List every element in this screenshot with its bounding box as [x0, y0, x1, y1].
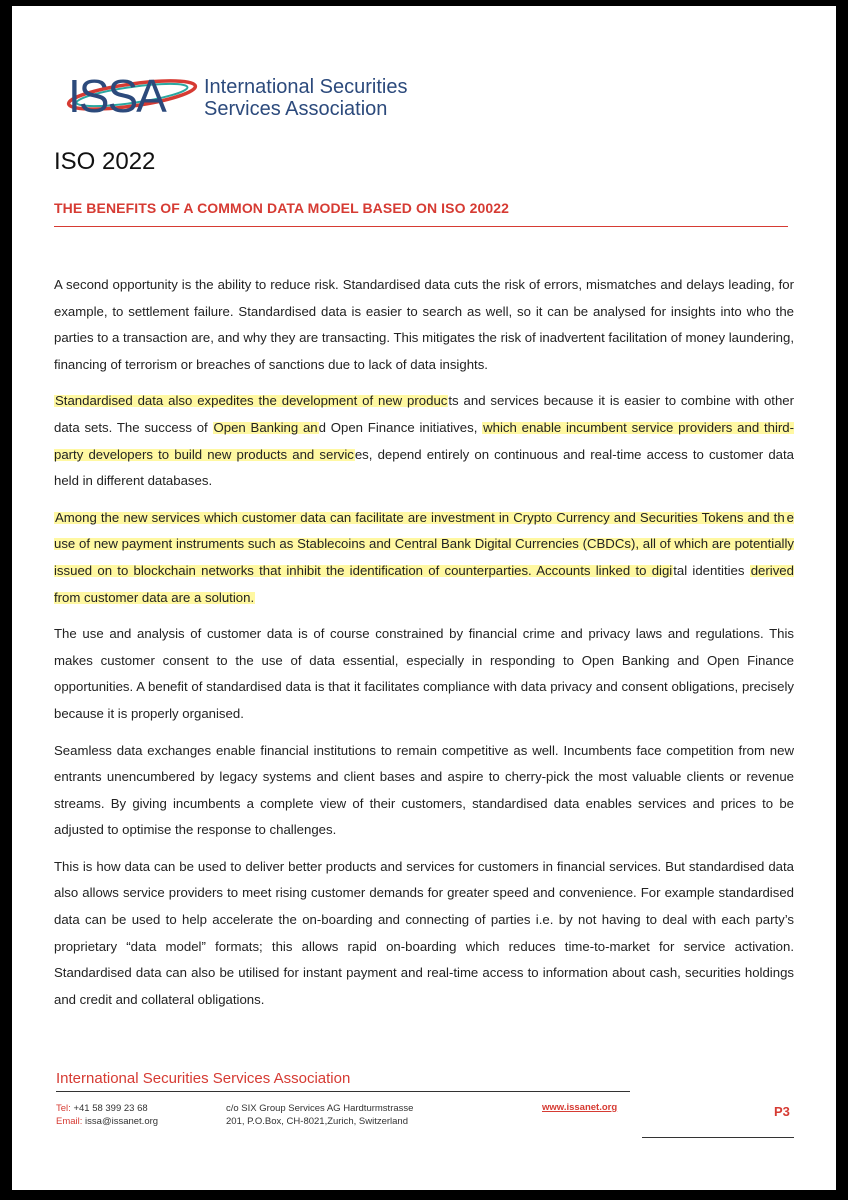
highlight: derived from customer data are a solution. — [54, 562, 794, 605]
paragraph-4: The use and analysis of customer data is of course constrained by financial crime and privacy laws and regulations. This makes customer consent to the use of data essential, especially in responding to Open Banking and Open Finance opportunities. A benefit of standardised data is that it facilitates compliance with data privacy and consent obligations, precisely because it is properly organised. — [54, 626, 794, 721]
document-title: ISO 2022 — [54, 148, 156, 175]
text-run: es, depend entirely on continuous and real-time access to customer data held in different databases. — [54, 446, 794, 489]
highlight: which enable incumbent service providers and third-party developers to build new products and servic — [54, 419, 794, 462]
paragraph-1: A second opportunity is the ability to reduce risk. Standardised data cuts the risk of errors, mismatches and delays leading, for example, to settlement failure. Standardised data is easier to search as well, so it can be analysed for insights into who the parties to a transaction are, and why they are transacting. This mitigates the risk of inadvertent facilitation of money laundering, financing of terrorism or breaches of sanctions due to lack of data insights. — [54, 277, 794, 372]
footer-contact — [56, 1102, 158, 1128]
issa-logo — [66, 66, 466, 126]
paragraph-2 — [54, 388, 794, 494]
email-value[interactable]: issa@issanet.org — [85, 1116, 159, 1127]
highlight: e use of new payment instruments such as Stablecoins and Central Bank Digital Currencies (CBDCs), all of which are potentially issued on to blockchain networks that inhibit the identification of counterparties. Accounts linked to digi — [54, 509, 794, 578]
footer-divider — [56, 1091, 630, 1092]
email-label: Email: — [56, 1116, 83, 1127]
subtitle-divider — [54, 226, 788, 227]
tel-value[interactable]: +41 58 399 23 68 — [73, 1103, 148, 1114]
text-run: tal identities — [673, 562, 750, 578]
footer-divider-right — [642, 1137, 794, 1138]
paragraph-5: Seamless data exchanges enable financial institutions to remain competitive as well. Incumbents face competition from new entrants unencumbered by legacy systems and client bases and aspire to cherry-pick the most valuable clients or revenue streams. By giving incumbents a complete view of their customers, standardised data enables services and prices to be adjusted to optimise the response to challenges. — [54, 742, 794, 838]
paragraph-6: This is how data can be used to deliver better products and services for customers in financial services. But standardised data also allows service providers to meet rising customer demands for greater speed and convenience. For example standardised data can be used to help accelerate the on-boarding and connecting of parties i.e. by not having to deal with each party’s proprietary “data model” formats; this allows rapid on-boarding which reduces time-to-market for service activation. Standardised data can also be utilised for instant payment and real-time access to information about cash, securities holdings and credit and collateral obligations. — [54, 858, 794, 1007]
issa-logo-mark — [66, 66, 202, 126]
org-name-line2: Services Association — [204, 98, 388, 120]
org-name-line1: International Securities — [204, 76, 408, 98]
highlight: Open Banking an — [213, 419, 318, 435]
footer-address — [226, 1102, 413, 1128]
website-link[interactable]: www.issanet.org — [542, 1102, 618, 1113]
footer-org-name: International Securities Services Association — [56, 1070, 351, 1087]
paragraph-3 — [54, 505, 794, 611]
tel-label: Tel: — [56, 1103, 71, 1114]
highlight: Among the new services which customer data can facilitate are investment in Crypto Currency and Securities Tokens and th — [55, 509, 785, 525]
text-run: d Open Finance initiatives, — [318, 419, 483, 435]
text-run: ts and services because it is easier to combine with other data sets. The success of — [54, 393, 795, 435]
page-number: P3 — [774, 1104, 790, 1119]
document-page — [12, 6, 836, 1190]
document-subtitle: THE BENEFITS OF A COMMON DATA MODEL BASED ON ISO 20022 — [54, 200, 509, 216]
address-line1: c/o SIX Group Services AG Hardturmstrasse — [226, 1103, 414, 1114]
address-line2: 201, P.O.Box, CH-8021,Zurich, Switzerland — [226, 1116, 408, 1127]
highlight: Standardised data also expedites the development of new produc — [55, 393, 448, 409]
issa-logo-text: ISSA — [68, 70, 165, 122]
org-name — [204, 76, 407, 120]
document-body — [54, 272, 794, 1023]
